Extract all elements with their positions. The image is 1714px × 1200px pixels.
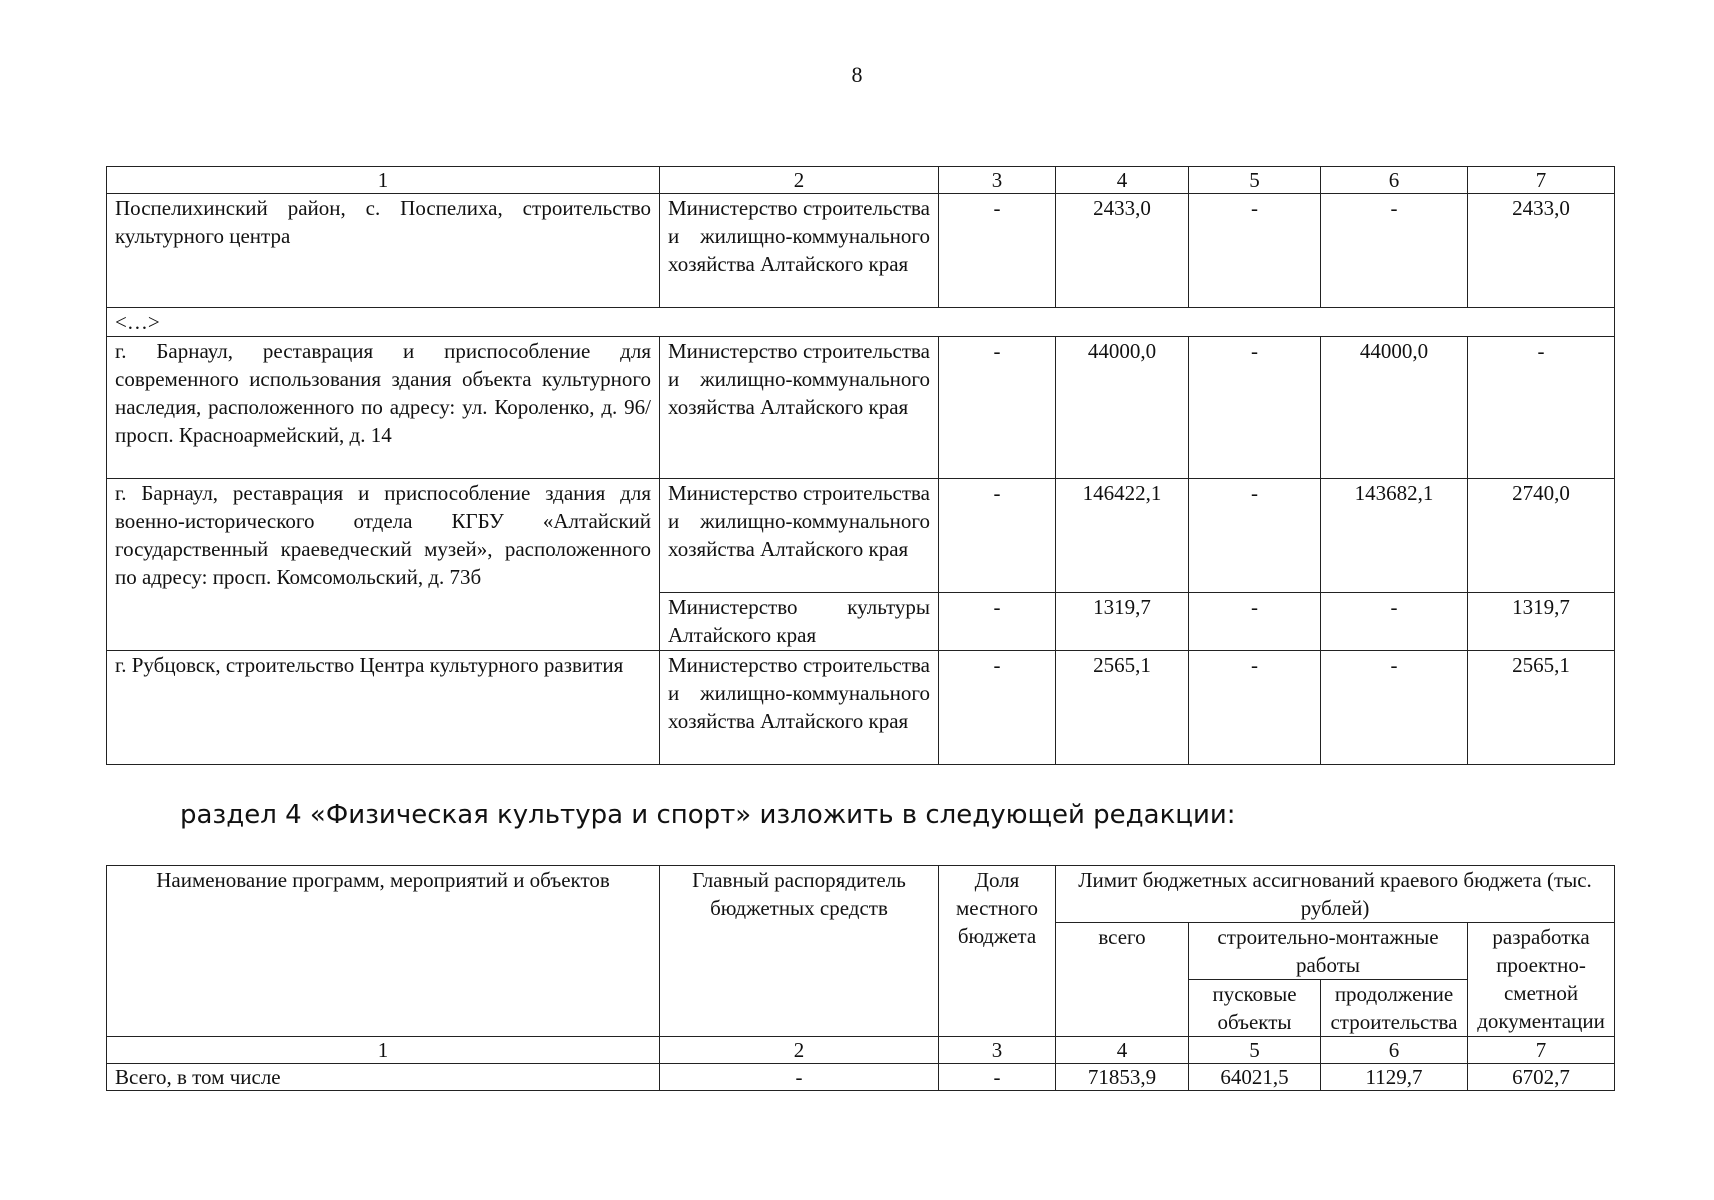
index-cell: 7 bbox=[1468, 1037, 1615, 1064]
continued-cell: - bbox=[1321, 593, 1468, 651]
ministry-name: Министерство строительства и жилищно-коммунального хозяйства Алтайского края bbox=[660, 651, 939, 765]
total-label: Всего, в том числе bbox=[107, 1064, 660, 1091]
index-cell: 7 bbox=[1468, 167, 1615, 194]
design-cell: 2740,0 bbox=[1468, 479, 1615, 593]
continued-cell: - bbox=[1321, 194, 1468, 308]
local-share-cell: - bbox=[939, 651, 1056, 765]
table-row bbox=[107, 194, 1615, 308]
index-cell: 6 bbox=[1321, 1037, 1468, 1064]
omission-row bbox=[107, 308, 1615, 337]
continued-cell: 1129,7 bbox=[1321, 1064, 1468, 1091]
budget-table-sport bbox=[106, 865, 1615, 1091]
header-total: всего bbox=[1056, 923, 1189, 1037]
local-share-cell: - bbox=[939, 593, 1056, 651]
local-share-cell: - bbox=[939, 479, 1056, 593]
index-cell: 1 bbox=[107, 167, 660, 194]
design-cell: 1319,7 bbox=[1468, 593, 1615, 651]
ministry-name: Министерство культуры Алтайского края bbox=[660, 593, 939, 651]
total-cell: 2433,0 bbox=[1056, 194, 1189, 308]
table-row bbox=[107, 337, 1615, 479]
continued-cell: - bbox=[1321, 651, 1468, 765]
header-program-name: Наименование программ, мероприятий и объектов bbox=[107, 866, 660, 1037]
ministry-name: Министерство строительства и жилищно-коммунального хозяйства Алтайского края bbox=[660, 479, 939, 593]
index-cell: 6 bbox=[1321, 167, 1468, 194]
launch-cell: - bbox=[1189, 479, 1321, 593]
object-name: г. Барнаул, реставрация и приспособление здания для военно-исторического отдела КГБУ «Алтайский государственный краеведческий музей», расположенного по адресу: просп. Комсомольский, д. 73б bbox=[107, 479, 660, 651]
index-cell: 5 bbox=[1189, 1037, 1321, 1064]
ministry-name: Министерство строительства и жилищно-коммунального хозяйства Алтайского края bbox=[660, 194, 939, 308]
table-row bbox=[107, 479, 1615, 593]
total-cell: 146422,1 bbox=[1056, 479, 1189, 593]
design-cell: - bbox=[1468, 337, 1615, 479]
header-budget-limit: Лимит бюджетных ассигнований краевого бюджета (тыс. рублей) bbox=[1056, 866, 1615, 923]
table-row bbox=[107, 651, 1615, 765]
index-cell: 5 bbox=[1189, 167, 1321, 194]
header-local-share: Доля местного бюджета bbox=[939, 866, 1056, 1037]
launch-cell: - bbox=[1189, 194, 1321, 308]
launch-cell: - bbox=[1189, 337, 1321, 479]
total-cell: 2565,1 bbox=[1056, 651, 1189, 765]
page-number: 8 bbox=[851, 62, 863, 87]
ministry-name: Министерство строительства и жилищно-коммунального хозяйства Алтайского края bbox=[660, 337, 939, 479]
object-name: г. Барнаул, реставрация и приспособление для современного использования здания объекта культурного наследия, расположенного по адресу: ул. Короленко, д. 96/просп. Красноармейский, д. 14 bbox=[107, 337, 660, 479]
object-name: Поспелихинский район, с. Поспелиха, строительство культурного центра bbox=[107, 194, 660, 308]
omission-mark: <…> bbox=[107, 308, 1615, 337]
total-cell: 1319,7 bbox=[1056, 593, 1189, 651]
index-cell: 1 bbox=[107, 1037, 660, 1064]
header-row bbox=[107, 866, 1615, 923]
design-cell: 2565,1 bbox=[1468, 651, 1615, 765]
local-share-cell: - bbox=[939, 1064, 1056, 1091]
section-heading: раздел 4 «Физическая культура и спорт» изложить в следующей редакции: bbox=[180, 800, 1236, 830]
table-index-row bbox=[107, 167, 1615, 194]
local-share-cell: - bbox=[939, 194, 1056, 308]
index-cell: 3 bbox=[939, 167, 1056, 194]
total-cell: 44000,0 bbox=[1056, 337, 1189, 479]
continued-cell: 44000,0 bbox=[1321, 337, 1468, 479]
table-index-row bbox=[107, 1037, 1615, 1064]
header-construction: строительно-монтажные работы bbox=[1189, 923, 1468, 980]
object-name: г. Рубцовск, строительство Центра культурного развития bbox=[107, 651, 660, 765]
index-cell: 2 bbox=[660, 1037, 939, 1064]
launch-cell: - bbox=[1189, 651, 1321, 765]
header-design-docs: разработка проектно-сметной документации bbox=[1468, 923, 1615, 1037]
total-cell: 71853,9 bbox=[1056, 1064, 1189, 1091]
launch-cell: - bbox=[1189, 593, 1321, 651]
header-continued-construction: продолжение строительства bbox=[1321, 980, 1468, 1037]
budget-table-culture bbox=[106, 166, 1615, 765]
header-main-manager: Главный распорядитель бюджетных средств bbox=[660, 866, 939, 1037]
total-row bbox=[107, 1064, 1615, 1091]
design-cell: 6702,7 bbox=[1468, 1064, 1615, 1091]
index-cell: 3 bbox=[939, 1037, 1056, 1064]
main-manager-cell: - bbox=[660, 1064, 939, 1091]
design-cell: 2433,0 bbox=[1468, 194, 1615, 308]
index-cell: 4 bbox=[1056, 167, 1189, 194]
continued-cell: 143682,1 bbox=[1321, 479, 1468, 593]
header-launch-objects: пусковые объекты bbox=[1189, 980, 1321, 1037]
launch-cell: 64021,5 bbox=[1189, 1064, 1321, 1091]
index-cell: 2 bbox=[660, 167, 939, 194]
index-cell: 4 bbox=[1056, 1037, 1189, 1064]
local-share-cell: - bbox=[939, 337, 1056, 479]
